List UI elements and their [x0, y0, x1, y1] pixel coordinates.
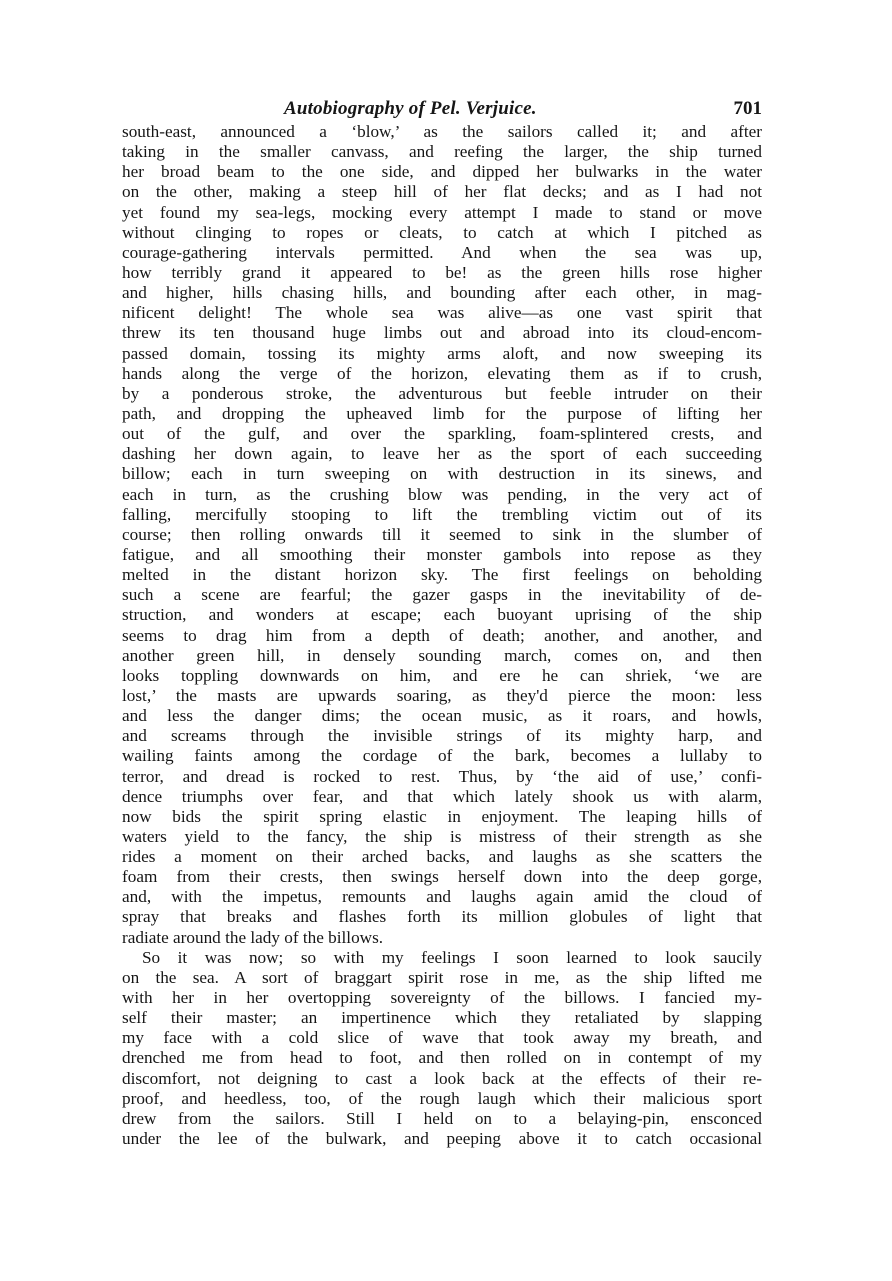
text-line: dashing her down again, to leave her as the sport of each succeeding	[122, 444, 762, 464]
text-line: out of the gulf, and over the sparkling, foam-splintered crests, and	[122, 424, 762, 444]
text-line: course; then rolling onwards till it seemed to sink in the slumber of	[122, 524, 762, 544]
text-line: my face with a cold slice of wave that took away my breath, and	[122, 1028, 762, 1048]
text-line: yet found my sea-legs, mocking every attempt I made to stand or move	[122, 202, 762, 222]
running-head	[122, 98, 764, 122]
text-line: threw its ten thousand huge limbs out and abroad into its cloud-encom-	[122, 323, 762, 343]
text-line: dence triumphs over fear, and that which lately shook us with alarm,	[122, 786, 762, 806]
text-line: seems to drag him from a depth of death; another, and another, and	[122, 625, 762, 645]
paragraph-start-line: So it was now; so with my feelings I soon learned to look saucily	[142, 947, 762, 967]
text-line: fatigue, and all smoothing their monster gambols into repose as they	[122, 544, 762, 564]
text-line: self their master; an impertinence which they retaliated by slapping	[122, 1008, 762, 1028]
text-line: wailing faints among the cordage of the bark, becomes a lullaby to	[122, 746, 762, 766]
text-line: hands along the verge of the horizon, elevating them as if to crush,	[122, 363, 762, 383]
text-line: with her in her overtopping sovereignty of the billows. I fancied my-	[122, 988, 762, 1008]
text-line: taking in the smaller canvass, and reefing the larger, the ship turned	[122, 142, 762, 162]
text-line: and less the danger dims; the ocean music, as it roars, and howls,	[122, 706, 762, 726]
text-line: how terribly grand it appeared to be! as the green hills rose higher	[122, 262, 762, 282]
paragraph-end-line: radiate around the lady of the billows.	[122, 927, 384, 947]
text-line: falling, mercifully stooping to lift the trembling victim out of its	[122, 504, 762, 524]
text-line: nificent delight! The whole sea was alive—as one vast spirit that	[122, 303, 762, 323]
page-number: 701	[733, 98, 762, 119]
text-line: passed domain, tossing its mighty arms aloft, and now sweeping its	[122, 343, 762, 363]
text-line: now bids the spirit spring elastic in enjoyment. The leaping hills of	[122, 806, 762, 826]
text-line: without clinging to ropes or cleats, to catch at which I pitched as	[122, 222, 762, 242]
text-line: path, and dropping the upheaved limb for the purpose of lifting her	[122, 403, 762, 423]
text-line: proof, and heedless, too, of the rough laugh which their malicious sport	[122, 1088, 762, 1108]
text-line: struction, and wonders at escape; each buoyant uprising of the ship	[122, 605, 762, 625]
text-line: melted in the distant horizon sky. The first feelings on beholding	[122, 565, 762, 585]
text-line: under the lee of the bulwark, and peeping above it to catch occasional	[122, 1129, 762, 1149]
text-line: such a scene are fearful; the gazer gasps in the inevitability of de-	[122, 585, 762, 605]
text-line: drenched me from head to foot, and then rolled on in contempt of my	[122, 1048, 762, 1068]
text-line: and higher, hills chasing hills, and bounding after each other, in mag-	[122, 283, 762, 303]
text-line: looks toppling downwards on him, and ere he can shriek, ‘we are	[122, 665, 762, 685]
text-line: and, with the impetus, remounts and laughs again amid the cloud of	[122, 887, 762, 907]
text-line: south-east, announced a ‘blow,’ as the sailors called it; and after	[122, 122, 762, 141]
text-line: foam from their crests, then swings herself down into the deep gorge,	[122, 867, 762, 887]
text-line: spray that breaks and flashes forth its million globules of light that	[122, 907, 762, 927]
text-line: terror, and dread is rocked to rest. Thus, by ‘the aid of use,’ confi-	[122, 766, 762, 786]
text-line: her broad beam to the one side, and dipped her bulwarks in the water	[122, 162, 762, 182]
text-line: lost,’ the masts are upwards soaring, as they'd pierce the moon: less	[122, 685, 762, 705]
text-line: rides a moment on their arched backs, and laughs as she scatters the	[122, 847, 762, 867]
text-line: drew from the sailors. Still I held on to a belaying-pin, ensconced	[122, 1108, 762, 1128]
text-line: on the sea. A sort of braggart spirit rose in me, as the ship lifted me	[122, 967, 762, 987]
text-line: billow; each in turn sweeping on with destruction in its sinews, and	[122, 464, 762, 484]
text-line: discomfort, not deigning to cast a look back at the effects of their re-	[122, 1068, 762, 1088]
text-line: courage-gathering intervals permitted. And when the sea was up,	[122, 242, 762, 262]
text-line: each in turn, as the crushing blow was pending, in the very act of	[122, 484, 762, 504]
text-line: another green hill, in densely sounding march, comes on, and then	[122, 645, 762, 665]
text-line: by a ponderous stroke, the adventurous but feeble intruder on their	[122, 383, 762, 403]
body-text	[122, 122, 762, 1149]
text-line: waters yield to the fancy, the ship is mistress of their strength as she	[122, 826, 762, 846]
text-line: on the other, making a steep hill of her flat decks; and as I had not	[122, 182, 762, 202]
text-line: and screams through the invisible strings of its mighty harp, and	[122, 726, 762, 746]
running-title: Autobiography of Pel. Verjuice.	[284, 98, 537, 119]
